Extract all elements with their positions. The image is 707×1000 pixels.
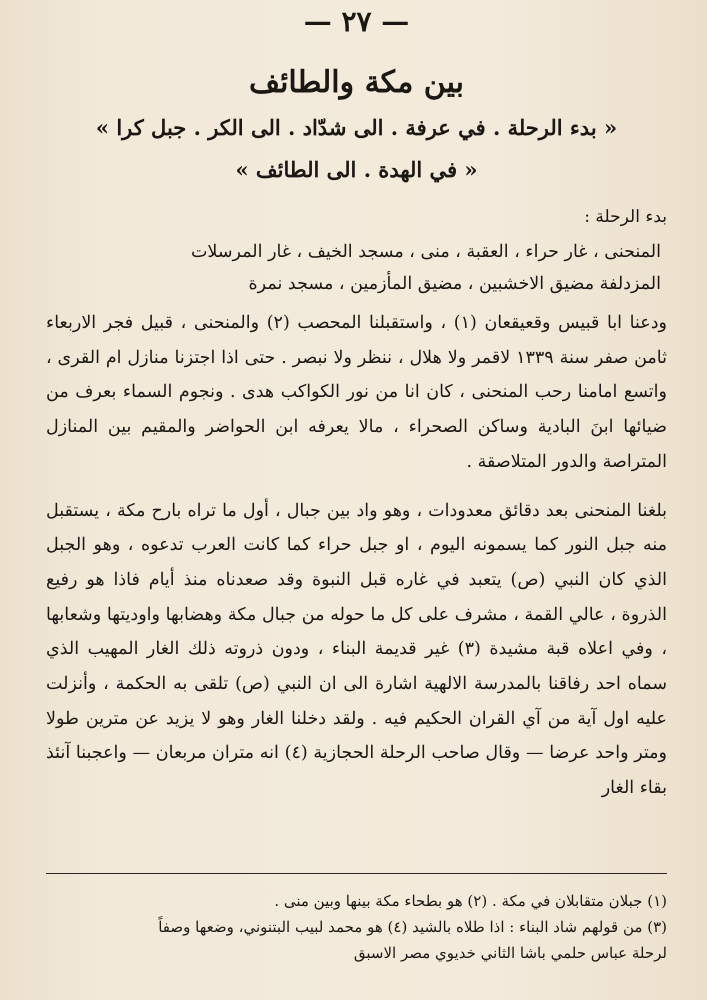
footnotes (46, 888, 667, 966)
footnote-line: لرحلة عباس حلمي باشا الثاني خديوي مصر الاسبق (353, 944, 667, 962)
places-line: المنحنى ، غار حراء ، العقبة ، منى ، مسجد الخيف ، غار المرسلات (190, 242, 661, 262)
chapter-title: بين مكة والطائف (249, 65, 464, 100)
chapter-subtitle-line-1: « بدء الرحلة . في عرفة . الى شدّاد . الى الكر . جبل كرا » (95, 115, 618, 140)
places-line: المزدلفة مضيق الاخشبين ، مضيق المأزمين ، مسجد نمرة (248, 274, 661, 294)
body-paragraph: بلغنا المنحنى بعد دقائق معدودات ، وهو واد بين جبال ، أول ما تراه بارح مكة ، يستقبل منه جبل النور كما يسمونه اليوم ، او جبل حراء كما كانت العرب تدعوه ، وهو الجبل الذي كان النبي (ص) يتعبد في غاره قبل النبوة وقد صعدناه منذ أيام فاذا هو رفيع الذروة ، عالي القمة ، مشرف على كل ما حوله من جبال مكة وهضابها واوديتها وشعابها ، وفي اعلاه قبة مشيدة (٣) غير قديمة البناء ، ودون ذروته ذلك الغار المهيب الذي سماه احد رفاقنا بالمدرسة الالهية اشارة الى ان النبي (ص) تلقى به الحكمة ، وأنزلت عليه اول آية من آي القران الحكيم فيه . ولقد دخلنا الغار وهو لا يزيد عن مترين طولا ومتر واحد عرضا — وقال صاحب الرحلة الحجازية (٤) انه متران مربعان — واعجبنا آنئذ بقاء الغار (46, 500, 668, 799)
places-list (46, 236, 667, 300)
section-label: بدء الرحلة : (584, 207, 667, 227)
page-number: — ٢٧ — (303, 5, 410, 38)
footnote-line: (٣) من قولهم شاد البناء : اذا طلاه بالشيد (٤) هو محمد لبيب البتنوني، وضعها وصفاً (158, 918, 667, 936)
footnote-divider (46, 873, 667, 874)
footnote-line: (١) جبلان متقابلان في مكة . (٢) هو بطحاء مكة بينها وبين منى . (274, 892, 667, 910)
body-paragraph: ودعنا ابا قبيس وقعيقعان (١) ، واستقبلنا المحصب (٢) والمنحنى ، قبيل فجر الاربعاء ثامن صفر سنة ١٣٣٩ لاقمر ولا هلال ، ننظر ولا نبصر . حتى اذا اجتزنا منازل ام القرى ، واتسع امامنا رحب المنحنى ، كان انا من نور الكواكب هدى . ونجوم السماء بعرف من ضيائها ابنَ البادية وساكن الصحراء ، مالا يعرفه ابن الحواضر والمقيم بين المنازل المتراصة والدور المتلاصقة . (46, 313, 668, 472)
chapter-subtitle-line-2: « في الهدة . الى الطائف » (235, 157, 478, 182)
